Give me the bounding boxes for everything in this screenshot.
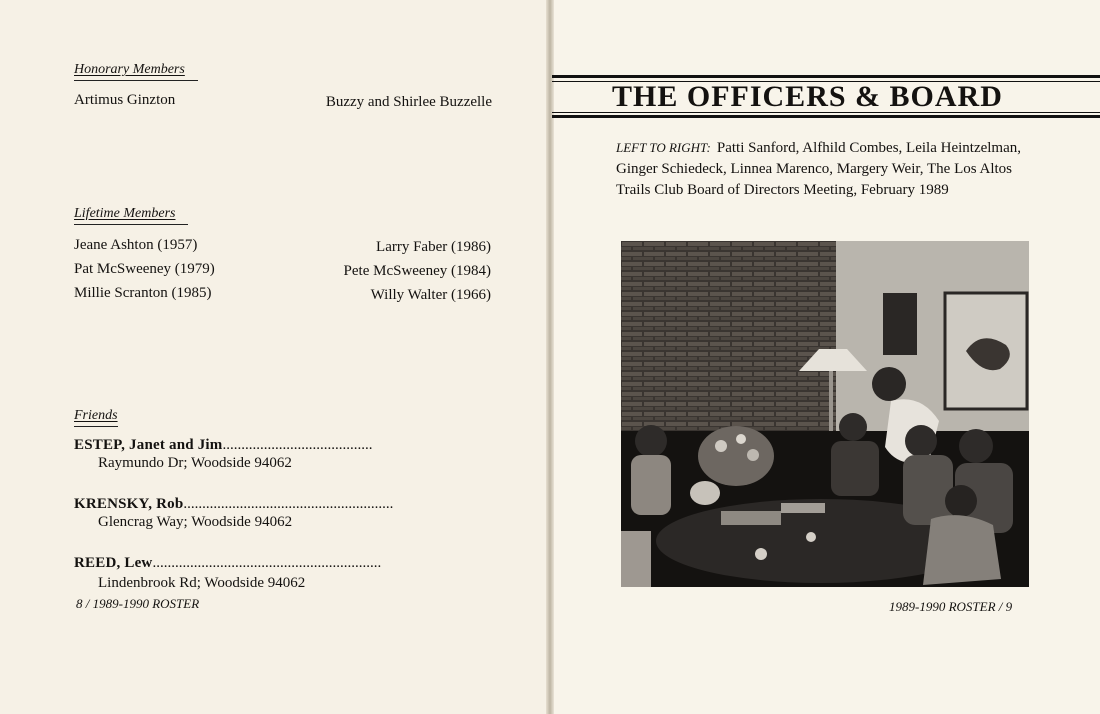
right-folio: 1989-1990 ROSTER / 9 [889,599,1013,614]
friend-address: Raymundo Dr; Woodside 94062 [98,455,292,471]
lifetime-member: Willy Walter (1966) [370,287,491,303]
person [905,425,937,457]
armchair [621,531,651,587]
brick-fireplace [621,241,836,446]
lifetime-member: Larry Faber (1986) [376,239,491,255]
leader-dots: ............................................................. [152,555,382,571]
person [945,485,977,517]
person [959,429,993,463]
wall-picture [883,293,917,355]
page-title: THE OFFICERS & BOARD [612,80,1003,113]
friend-name: ESTEP, Janet and Jim........................................ [74,437,373,453]
honorary-members-heading: Honorary Members [74,62,198,81]
honorary-member: Artimus Ginzton [74,92,176,108]
lifetime-member: Pete McSweeney (1984) [343,263,491,279]
leader-dots: ........................................................ [183,496,394,512]
vase [690,481,720,505]
friend-address: Lindenbrook Rd; Woodside 94062 [98,575,306,591]
lifetime-member: Pat McSweeney (1979) [74,261,215,277]
leader-dots: ........................................ [222,437,373,453]
person [635,425,667,457]
photo-scene [621,241,1029,587]
book-gutter [546,0,554,714]
friend-address: Glencrag Way; Woodside 94062 [98,514,293,530]
friends-heading: Friends [74,408,118,427]
person [872,367,906,401]
lifetime-member: Millie Scranton (1985) [74,285,212,301]
caption-lead: LEFT TO RIGHT: [616,140,711,155]
title-rule-top [552,75,1100,78]
group-photo [621,241,1029,587]
photo-caption [616,137,1026,201]
friend-name: REED, Lew............................................................. [74,555,382,571]
title-rule-bottom [552,115,1100,118]
friend-name: KRENSKY, Rob........................................................ [74,496,394,512]
caption-text: Patti Sanford, Alfhild Combes, Leila Heintzelman, Ginger Schiedeck, Linnea Marenco, Margery Weir, The Los Altos Trails Club Board of Directors Meeting, February 1989 [616,140,1021,198]
person [839,413,867,441]
left-folio: 8 / 1989-1990 ROSTER [76,596,200,611]
honorary-member: Buzzy and Shirlee Buzzelle [325,94,492,110]
lifetime-members-heading: Lifetime Members [74,206,188,225]
lifetime-member: Jeane Ashton (1957) [74,237,198,253]
flower-arrangement [698,426,774,486]
